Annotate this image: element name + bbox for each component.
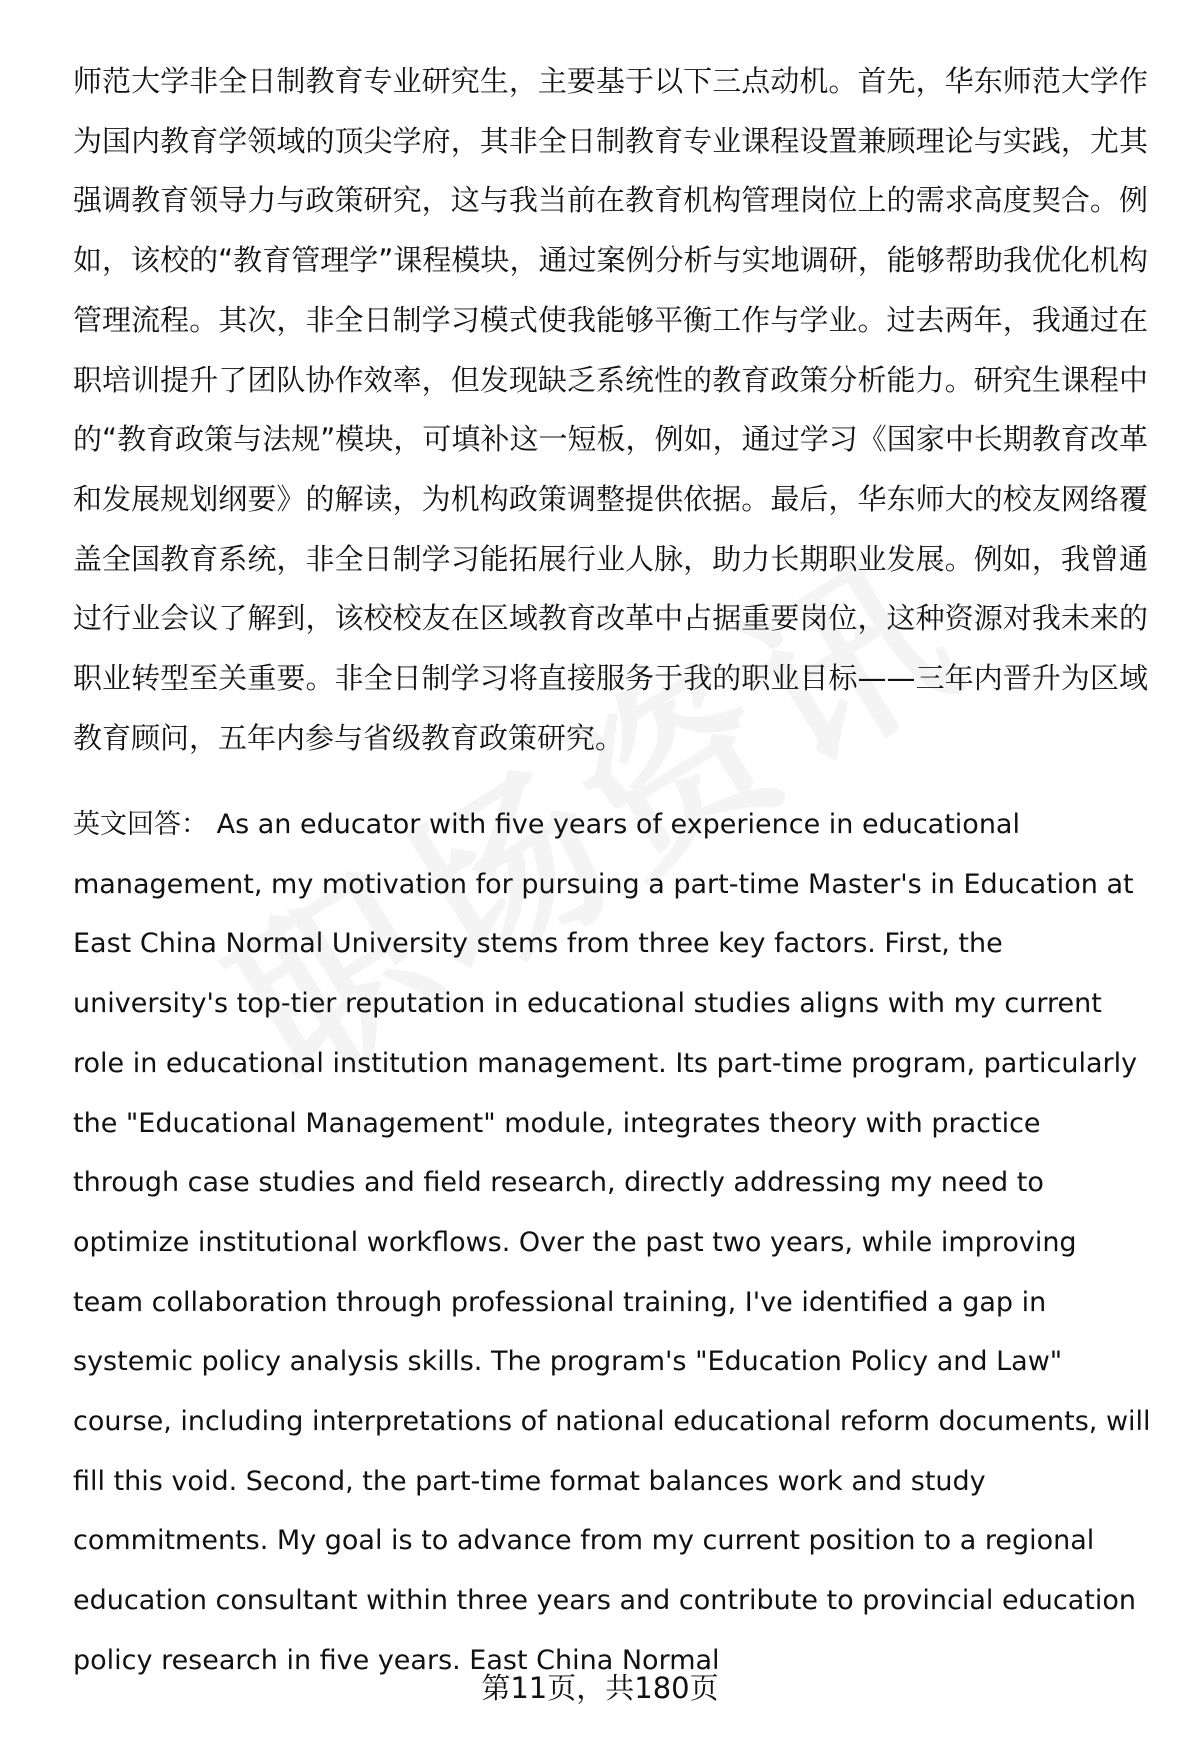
chinese-paragraph: 师范大学非全日制教育专业研究生，主要基于以下三点动机。首先，华东师范大学作为国内教育学领域的顶尖学府，其非全日制教育专业课程设置兼顾理论与实践，尤其强调教育领导力与政策研究，这与我当前在教育机构管理岗位上的需求高度契合。例如，该校的“教育管理学”课程模块，通过案例分析与实地调研，能够帮助我优化机构管理流程。其次，非全日制学习模式使我能够平衡工作与学业。过去两年，我通过在职培训提升了团队协作效率，但发现缺乏系统性的教育政策分析能力。研究生课程中的“教育政策与法规”模块，可填补这一短板，例如，通过学习《国家中长期教育改革和发展规划纲要》的解读，为机构政策调整提供依据。最后，华东师大的校友网络覆盖全国教育系统，非全日制学习能拓展行业人脉，助力长期职业发展。例如，我曾通过行业会议了解到，该校校友在区域教育改革中占据重要岗位，这种资源对我未来的职业转型至关重要。非全日制学习将直接服务于我的职业目标——三年内晋升为区域教育顾问，五年内参与省级教育政策研究。: [73, 64, 1148, 755]
english-answer-paragraph: [73, 795, 1153, 1691]
english-answer-text: As an educator with five years of experience in educational management, my motivation for pursuing a part-time Master's in Education at East China Normal University stems from three key factors. First, the university's top-tier reputation in educational studies aligns with my current role in educational institution management. Its part-time program, particularly the "Educational Management" module, integrates theory with practice through case studies and field research, directly addressing my need to optimize institutional workflows. Over the past two years, while improving team collaboration through professional training, I've identified a gap in systemic policy analysis skills. The program's "Education Policy and Law" course, including interpretations of national educational reform documents, will fill this void. Second, the part-time format balances work and study commitments. My goal is to advance from my current position to a regional education consultant within three years and contribute to provincial education policy research in five years. East China Normal: [73, 809, 1151, 1676]
english-answer-label: 英文回答：: [73, 809, 208, 840]
page-number-footer: 第11页，共180页: [481, 1671, 719, 1705]
